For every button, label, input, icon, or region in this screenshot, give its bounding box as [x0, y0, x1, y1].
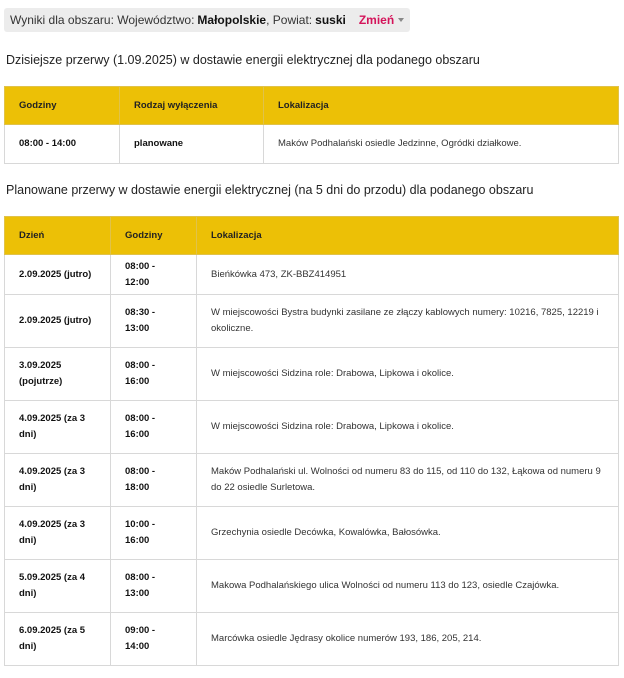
table-row [5, 507, 619, 560]
column-header: Rodzaj wyłączenia [120, 87, 264, 125]
table-row [5, 401, 619, 454]
day-cell: 4.09.2025 (za 3 dni) [5, 401, 111, 454]
location-cell: Grzechynia osiedle Decówka, Kowalówka, Bałosówka. [197, 507, 619, 560]
table-row [5, 255, 619, 295]
hours-cell: 08:00 - 16:00 [111, 348, 197, 401]
location-cell: W miejscowości Sidzina role: Drabowa, Lipkowa i okolice. [197, 401, 619, 454]
hours-cell: 08:00 - 13:00 [111, 560, 197, 613]
filter-county: suski [315, 13, 346, 27]
column-header: Lokalizacja [197, 217, 619, 255]
hours-cell: 08:00 - 16:00 [111, 401, 197, 454]
planned-outages-table [4, 216, 619, 666]
filter-voivodeship: Małopolskie [197, 13, 267, 27]
location-cell: Maków Podhalański ul. Wolności od numeru 83 do 115, od 110 do 132, Łąkowa od numeru 9 do 22 osiedle Surletowa. [197, 454, 619, 507]
today-outages-table [4, 86, 619, 164]
day-cell: 4.09.2025 (za 3 dni) [5, 507, 111, 560]
day-cell: 6.09.2025 (za 5 dni) [5, 613, 111, 666]
table-header-row [5, 87, 619, 125]
table-row [5, 454, 619, 507]
location-cell: Makowa Podhalańskiego ulica Wolności od numeru 113 do 123, osiedle Czajówka. [197, 560, 619, 613]
table-row [5, 560, 619, 613]
location-cell: Maków Podhalański osiedle Jedzinne, Ogródki działkowe. [264, 125, 619, 164]
hours-cell: 08:00 - 12:00 [111, 255, 197, 295]
type-cell: planowane [120, 125, 264, 164]
hours-cell: 08:30 - 13:00 [111, 295, 197, 348]
table-row [5, 295, 619, 348]
hours-cell: 10:00 - 16:00 [111, 507, 197, 560]
column-header: Lokalizacja [264, 87, 619, 125]
change-area-button[interactable] [359, 13, 404, 27]
column-header: Dzień [5, 217, 111, 255]
table-header-row [5, 217, 619, 255]
location-cell: Bieńkówka 473, ZK-BBZ414951 [197, 255, 619, 295]
filter-prefix: Wyniki dla obszaru: Województwo: [10, 13, 195, 27]
area-filter-bar [4, 8, 410, 32]
column-header: Godziny [111, 217, 197, 255]
table-row [5, 613, 619, 666]
change-area-label: Zmień [358, 13, 395, 27]
location-cell: W miejscowości Sidzina role: Drabowa, Lipkowa i okolice. [197, 348, 619, 401]
hours-cell: 08:00 - 18:00 [111, 454, 197, 507]
location-cell: Marcówka osiedle Jędrasy okolice numerów 193, 186, 205, 214. [197, 613, 619, 666]
day-cell: 3.09.2025 (pojutrze) [5, 348, 111, 401]
table-row [5, 348, 619, 401]
table-row [5, 125, 619, 164]
chevron-down-icon [398, 18, 404, 22]
location-cell: W miejscowości Bystra budynki zasilane ze złączy kablowych numery: 10216, 7825, 12219 i okoliczne. [197, 295, 619, 348]
day-cell: 5.09.2025 (za 4 dni) [5, 560, 111, 613]
today-outages-title: Dzisiejsze przerwy (1.09.2025) w dostawie energii elektrycznej dla podanego obszaru [6, 53, 480, 67]
hours-cell: 09:00 - 14:00 [111, 613, 197, 666]
day-cell: 2.09.2025 (jutro) [5, 255, 111, 295]
column-header: Godziny [5, 87, 120, 125]
planned-outages-title: Planowane przerwy w dostawie energii elektrycznej (na 5 dni do przodu) dla podanego obszaru [6, 183, 534, 197]
hours-cell: 08:00 - 14:00 [5, 125, 120, 164]
day-cell: 2.09.2025 (jutro) [5, 295, 111, 348]
filter-county-label: , Powiat: [266, 13, 313, 27]
day-cell: 4.09.2025 (za 3 dni) [5, 454, 111, 507]
